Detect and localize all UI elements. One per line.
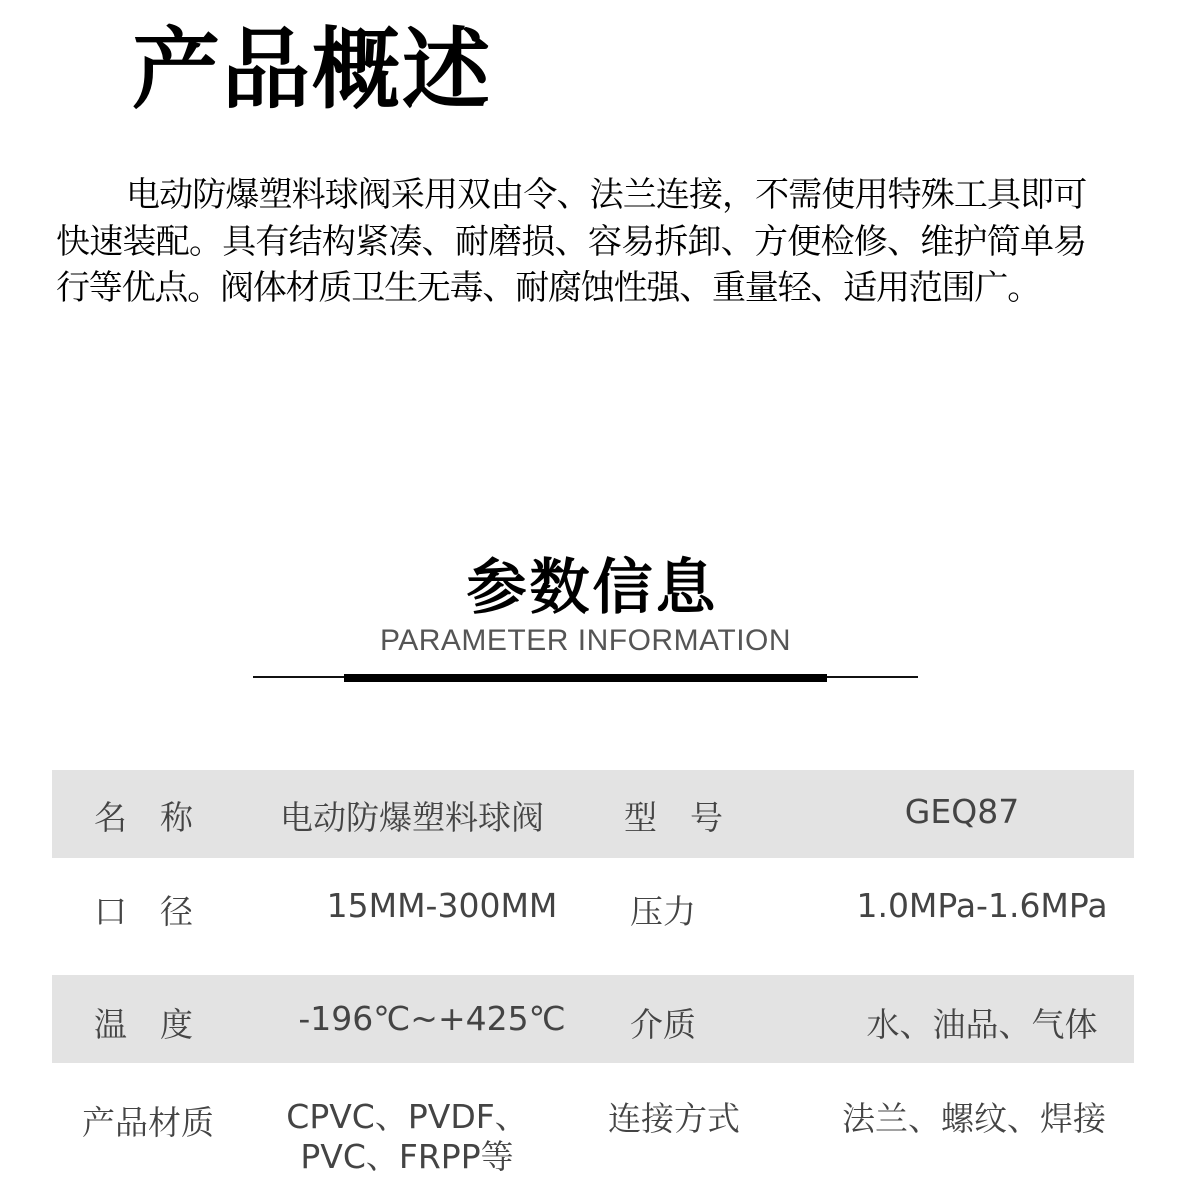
row-label: 名 称 [94, 798, 193, 837]
row-value: 15MM-300MM [326, 886, 558, 925]
row-label: 介质 [630, 1005, 696, 1044]
divider-accent [344, 674, 827, 682]
row-label: 压力 [630, 892, 696, 931]
table-row [52, 1063, 1134, 1199]
row-value: -196℃~+425℃ [298, 999, 566, 1038]
parameters-title: 参数信息 [466, 553, 719, 623]
row-value: CPVC、PVDF、PVC、FRPP等 [286, 1097, 528, 1176]
row-label: 温 度 [94, 1005, 193, 1044]
row-value: GEQ87 [904, 792, 1020, 831]
parameters-table [52, 770, 1134, 1199]
row-label: 口 径 [94, 892, 193, 931]
row-label: 产品材质 [82, 1103, 214, 1142]
row-value: 法兰、螺纹、焊接 [842, 1099, 1106, 1138]
table-row [52, 975, 1134, 1063]
row-label: 连接方式 [608, 1099, 740, 1138]
table-row [52, 858, 1134, 975]
row-label: 型 号 [624, 798, 723, 837]
table-row [52, 770, 1134, 858]
overview-paragraph: 电动防爆塑料球阀采用双由令、法兰连接，不需使用特殊工具即可快速装配。具有结构紧凑、耐磨损、容易拆卸、方便检修、维护简单易行等优点。阀体材质卫生无毒、耐腐蚀性强、重量轻、适用范围广。 [56, 175, 1086, 308]
parameters-subtitle: PARAMETER INFORMATION [379, 624, 792, 657]
row-value: 水、油品、气体 [866, 1005, 1098, 1044]
row-value: 电动防爆塑料球阀 [280, 798, 544, 837]
overview-title: 产品概述 [132, 18, 493, 121]
row-value: 1.0MPa-1.6MPa [856, 886, 1108, 925]
